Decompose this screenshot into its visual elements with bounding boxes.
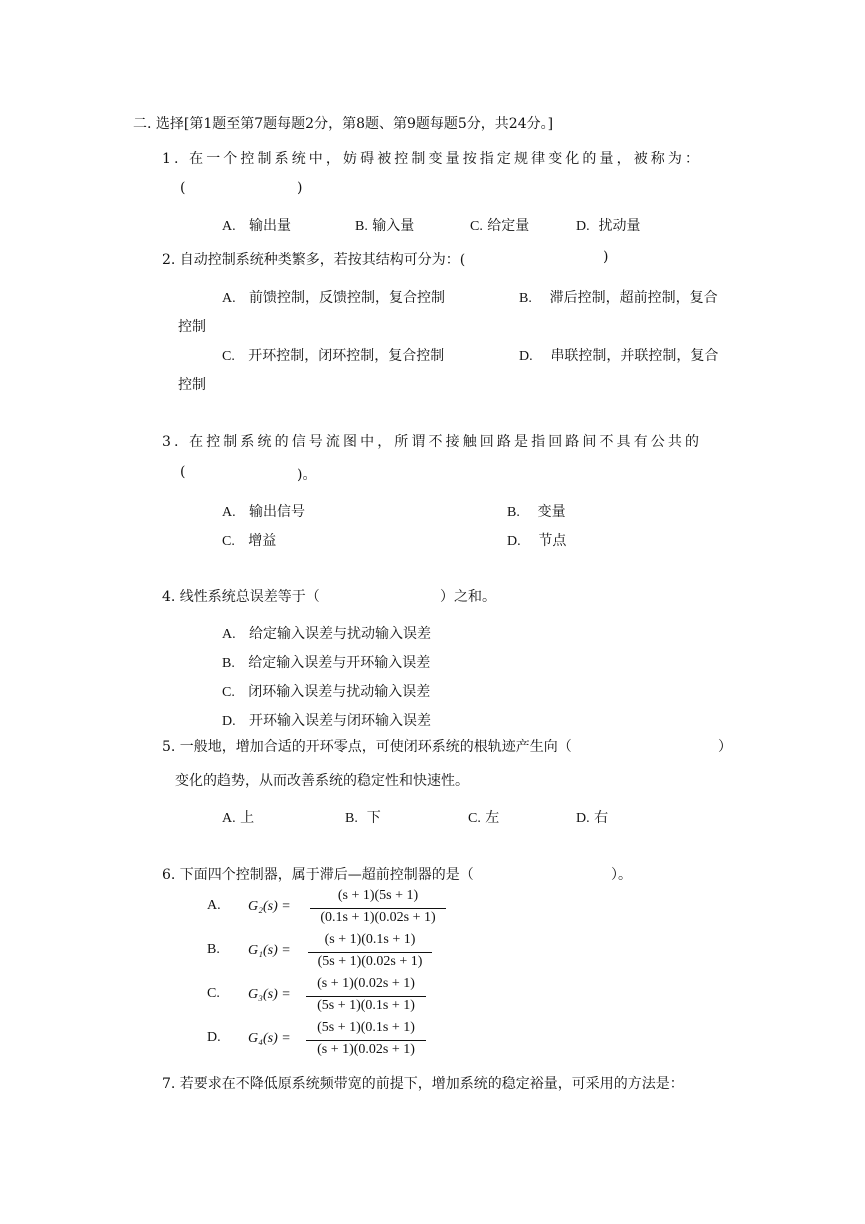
question-3-blank-close: )。 [297,467,317,483]
q2-option-c[interactable]: C. 开环控制，闭环控制，复合控制 [222,348,445,364]
q4-option-a[interactable]: A. 给定输入误差与扰动输入误差 [222,626,431,642]
q4-option-d[interactable]: D. 开环输入误差与闭环输入误差 [222,713,431,729]
q1-option-b[interactable]: B. 输入量 [355,218,415,234]
question-1-blank-close: ) [297,180,303,196]
q3-option-b[interactable]: B. 变量 [507,504,566,520]
q2-option-d-wrap: 控制 [178,377,206,393]
q1-option-c[interactable]: C. 给定量 [470,218,530,234]
q6-option-c-formula [248,976,428,1016]
q5-option-b[interactable]: B. 下 [345,810,381,826]
q6-option-d-denominator: (s + 1)(0.02s + 1) [317,1042,415,1057]
q6-option-c-letter[interactable]: C. [207,986,220,1001]
q6-option-b-fraction-bar [308,952,432,953]
question-1-blank-open: ( [180,180,186,196]
question-5-text-line2: 变化的趋势，从而改善系统的稳定性和快速性。 [175,773,469,789]
question-5-blank-close: ） [718,739,732,755]
q5-option-a[interactable]: A. 上 [222,810,255,826]
q3-option-a[interactable]: A. 输出信号 [222,504,305,520]
section-header: 二. 选择[第1题至第7题每题2分，第8题、第9题每题5分，共24分。] [133,116,554,132]
q6-option-c-lhs: G₃(s) = [248,987,291,1002]
question-1-text: 1. 在一个控制系统中，妨碍被控制变量按指定规律变化的量，被称为： [162,151,703,167]
question-7-text: 7. 若要求在不降低原系统频带宽的前提下，增加系统的稳定裕量，可采用的方法是： [162,1076,684,1092]
q2-option-a[interactable]: A. 前馈控制，反馈控制，复合控制 [222,290,445,306]
question-6-blank-close: ）。 [611,867,632,883]
question-3-text: 3. 在控制系统的信号流图中，所谓不接触回路是指回路间不具有公共的 [162,434,703,450]
q6-option-b-denominator: (5s + 1)(0.02s + 1) [317,954,423,969]
q4-option-b[interactable]: B. 给定输入误差与开环输入误差 [222,655,431,671]
q2-option-b-wrap: 控制 [178,319,206,335]
q6-option-a-letter[interactable]: A. [207,898,221,913]
q6-option-b-lhs: G₁(s) = [248,943,291,958]
q6-option-d-numerator: (5s + 1)(0.1s + 1) [317,1020,415,1035]
q6-option-b-letter[interactable]: B. [207,942,220,957]
q6-option-b-numerator: (s + 1)(0.1s + 1) [324,932,416,947]
q6-option-d-letter[interactable]: D. [207,1030,221,1045]
question-4-text: 4. 线性系统总误差等于（ [162,589,320,605]
q1-option-a[interactable]: A. 输出量 [222,218,291,234]
question-2-blank-close: ) [603,249,609,265]
q2-option-d[interactable]: D. 串联控制，并联控制，复合 [519,348,719,364]
question-5-text: 5. 一般地，增加合适的开环零点，可使闭环系统的根轨迹产生向（ [162,739,572,755]
q5-option-d[interactable]: D. 右 [576,810,609,826]
q6-option-a-numerator: (s + 1)(5s + 1) [337,888,419,903]
question-4-blank-close: ）之和。 [440,589,496,605]
q4-option-c[interactable]: C. 闭环输入误差与扰动输入误差 [222,684,431,700]
q6-option-d-formula [248,1020,428,1060]
question-1-stem [162,148,732,168]
q6-option-b-formula [248,932,438,972]
q6-option-c-numerator: (s + 1)(0.02s + 1) [317,976,415,991]
q5-option-c[interactable]: C. 左 [468,810,500,826]
q6-option-a-denominator: (0.1s + 1)(0.02s + 1) [320,910,436,925]
question-3-blank-open: ( [180,464,186,480]
q6-option-a-fraction-bar [310,908,446,909]
q3-option-c[interactable]: C. 增益 [222,533,277,549]
q2-option-b[interactable]: B. 滞后控制，超前控制，复合 [519,290,718,306]
q3-option-d[interactable]: D. 节点 [507,533,567,549]
q6-option-d-fraction-bar [306,1040,426,1041]
q6-option-c-denominator: (5s + 1)(0.1s + 1) [317,998,415,1013]
q6-option-a-formula [248,888,448,928]
question-6-text: 6. 下面四个控制器，属于滞后—超前控制器的是（ [162,867,474,883]
q1-option-d[interactable]: D. 扰动量 [576,218,641,234]
q6-option-d-lhs: G₄(s) = [248,1031,291,1046]
q6-option-a-lhs: G₂(s) = [248,899,291,914]
q6-option-c-fraction-bar [306,996,426,997]
question-2-text: 2. 自动控制系统种类繁多，若按其结构可分为：( [162,252,466,268]
